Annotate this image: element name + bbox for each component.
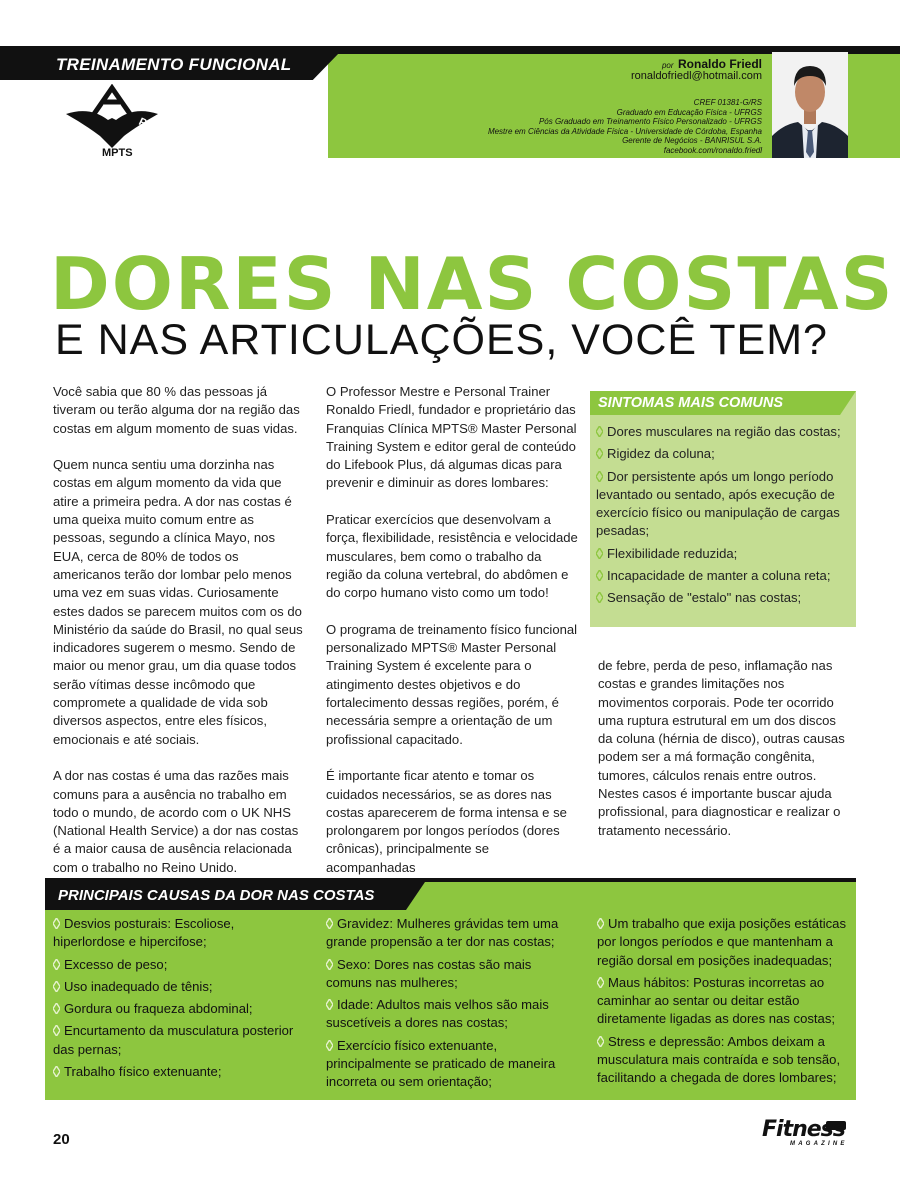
magazine-subtitle: MAGAZINE: [790, 1141, 848, 1147]
list-item: [53, 1000, 308, 1018]
author-info: [631, 58, 762, 82]
list-item: [596, 545, 848, 563]
magazine-logo: Fitness: [762, 1117, 845, 1142]
list-item: [597, 1033, 849, 1088]
list-item-text: Sexo: Dores nas costas são mais comuns nas mulheres;: [326, 956, 532, 990]
list-item: [326, 1037, 576, 1092]
bullet-diamond-icon: [596, 471, 603, 482]
bullet-diamond-icon: [597, 918, 604, 929]
bullet-diamond-icon: [53, 918, 60, 929]
bullet-diamond-icon: [53, 1025, 60, 1036]
svg-text:e: e: [72, 117, 84, 133]
list-item-text: Idade: Adultos mais velhos são mais suscetíveis a dores nas costas;: [326, 997, 549, 1031]
list-item-text: Dor persistente após um longo período levantado ou sentado, após execução de exercício físico ou manipulação de cargas pesadas;: [596, 468, 840, 539]
list-item: [596, 468, 848, 541]
bullet-diamond-icon: [326, 959, 333, 970]
svg-text:MPTS: MPTS: [102, 147, 133, 158]
causes-list-1: [53, 915, 308, 1085]
bullet-diamond-icon: [596, 570, 603, 581]
symptoms-list: [596, 423, 848, 612]
paragraph: Você sabia que 80 % das pessoas já tiveram ou terão alguma dor na região das costas em algum momento de suas vidas.: [53, 384, 300, 436]
list-item: [53, 956, 308, 974]
list-item-text: Sensação de "estalo" nas costas;: [607, 590, 802, 606]
causes-top-rule: [45, 878, 856, 882]
headline: DORES NAS COSTAS: [50, 242, 895, 326]
body-column-2: [326, 383, 578, 895]
list-item-text: Excesso de peso;: [64, 956, 168, 972]
bullet-diamond-icon: [326, 999, 333, 1010]
list-item: [597, 974, 849, 1029]
paragraph: O programa de treinamento físico funcional personalizado MPTS® Master Personal Training System é excelente para o atingimento destes objetivos e do fortalecimento dessas regiões, porém, é necessária sempre a orientação de um profissional capacitado.: [326, 621, 578, 747]
causes-list-3: [597, 915, 849, 1092]
symptoms-title: SINTOMAS MAIS COMUNS: [598, 395, 784, 411]
paragraph: É importante ficar atento e tomar os cuidados necessários, se as dores nas costas aparecerem de forma intensa e se prolongarem por longos períodos (dores crônicas), principalmente se acompanhadas: [326, 768, 567, 875]
list-item-text: Flexibilidade reduzida;: [607, 545, 738, 561]
paragraph: de febre, perda de peso, inflamação nas costas e grandes limitações nos movimentos corporais. Pode ter ocorrido uma ruptura estrutural em um dos discos da coluna (hérnia de disco), outras causas podem ser a má formação congênita, tumores, cálculos renais entre outros. Nestes casos é importante buscar ajuda profissional, para diagnosticar e realizar o tratamento necessário.: [598, 658, 845, 838]
bullet-diamond-icon: [596, 426, 603, 437]
list-item-text: Uso inadequado de tênis;: [64, 978, 213, 994]
list-item: [53, 1022, 308, 1059]
list-item-text: Incapacidade de manter a coluna reta;: [607, 568, 831, 584]
list-item-text: Gordura ou fraqueza abdominal;: [64, 1001, 253, 1017]
list-item-text: Encurtamento da musculatura posterior das pernas;: [53, 1023, 294, 1057]
paragraph: O Professor Mestre e Personal Trainer Ronaldo Friedl, fundador e proprietário das Franquias Clínica MPTS® Master Personal Training System e editor geral de conteúdo do Lifebook Plus, dá algumas dicas para prevenir e diminuir as dores lombares:: [326, 384, 577, 491]
bullet-diamond-icon: [326, 918, 333, 929]
bullet-diamond-icon: [53, 1066, 60, 1077]
paragraph: Praticar exercícios que desenvolvam a força, flexibilidade, resistência e velocidade musculares, bem como o trabalho da região da coluna vertebral, do abdômen e do corpo humano visto como um todo!: [326, 512, 578, 601]
list-item: [53, 978, 308, 996]
author-by: por: [661, 61, 674, 70]
list-item: [326, 956, 576, 993]
author-name: Ronaldo Friedl: [678, 57, 762, 71]
credential-line[interactable]: facebook.com/ronaldo.friedl: [663, 145, 762, 155]
list-item-text: Exercício físico extenuante, principalmente se praticado de maneira incorreta ou sem orientação;: [326, 1037, 556, 1090]
subheadline: E NAS ARTICULAÇÕES, VOCÊ TEM?: [55, 316, 828, 364]
credential-line: Mestre em Ciências da Atividade Física - Universidade de Córdoba, Espanha: [487, 126, 762, 136]
causes-list-2: [326, 915, 576, 1096]
credential-line: CREF 01381-G/RS: [693, 98, 762, 107]
list-item: [326, 996, 576, 1033]
author-email[interactable]: ronaldofriedl@hotmail.com: [630, 70, 762, 82]
list-item-text: Maus hábitos: Posturas incorretas ao caminhar ao sentar ou deitar estão diretamente ligadas as dores nas costas;: [597, 974, 836, 1027]
body-column-3: [598, 657, 850, 858]
bullet-diamond-icon: [53, 981, 60, 992]
bullet-diamond-icon: [53, 1003, 60, 1014]
list-item: [596, 589, 848, 607]
bullet-diamond-icon: [597, 1036, 604, 1047]
mpts-logo: [60, 84, 164, 158]
list-item: [53, 1063, 308, 1081]
list-item-text: Stress e depressão: Ambos deixam a musculatura mais contraída e sob tensão, facilitando a chegada de dores lombares;: [597, 1033, 841, 1086]
bullet-diamond-icon: [596, 548, 603, 559]
list-item-text: Gravidez: Mulheres grávidas tem uma grande propensão a ter dor nas costas;: [326, 916, 559, 950]
list-item-text: Desvios posturais: Escoliose, hiperlordose e hipercifose;: [53, 916, 235, 950]
bullet-diamond-icon: [596, 592, 603, 603]
author-photo: [772, 52, 848, 158]
bullet-diamond-icon: [596, 448, 603, 459]
credential-line: Graduado em Educação Física - UFRGS: [616, 107, 762, 117]
bullet-diamond-icon: [53, 959, 60, 970]
list-item: [596, 567, 848, 585]
list-item: [596, 445, 848, 463]
list-item-text: Rigidez da coluna;: [607, 446, 715, 462]
page-number: 20: [53, 1131, 70, 1148]
list-item: [596, 423, 848, 441]
body-column-1: [53, 383, 305, 895]
credential-line: Pós Graduado em Treinamento Físico Personalizado - UFRGS: [538, 117, 762, 126]
section-label: TREINAMENTO FUNCIONAL: [56, 55, 292, 74]
list-item-text: Um trabalho que exija posições estáticas por longos períodos e que mantenham a região dorsal em posições inadequadas;: [597, 916, 846, 968]
list-item-text: Trabalho físico extenuante;: [64, 1064, 222, 1080]
credential-line: Gerente de Negócios - BANRISUL S.A.: [622, 136, 762, 145]
author-credentials: [488, 98, 762, 155]
list-item: [326, 915, 576, 952]
list-item: [53, 915, 308, 952]
causes-title: PRINCIPAIS CAUSAS DA DOR NAS COSTAS: [58, 887, 375, 904]
list-item: [597, 915, 849, 970]
paragraph: A dor nas costas é uma das razões mais comuns para a ausência no trabalho em todo o mundo, de acordo com o UK NHS (National Health Service) a dor nas costas é a maior causa de ausência relacionada com o trabalho no Reino Unido.: [53, 768, 299, 875]
list-item-text: Dores musculares na região das costas;: [607, 424, 841, 439]
svg-text:P: P: [136, 115, 149, 130]
paragraph: Quem nunca sentiu uma dorzinha nas costas em algum momento da vida que atire a primeira pedra. A dor nas costas é uma queixa muito comum entre as pessoas, segundo a clínica Mayo, nos EUA, cerca de 80% de todos os americanos terão dor lombar pelo menos uma vez em suas vidas. Curiosamente estes dados se parecem muitos com os do Ministério da saúde do Brasil, no qual seus indicadores sugerem o mesmo. Sendo de maior ou menor grau, um dia quase todos serão vítimas desse incômodo que compromete a qualidade de vida sob diversos aspectos, entre eles físicos, emocionais e até sociais.: [53, 457, 303, 747]
bullet-diamond-icon: [326, 1040, 333, 1051]
bullet-diamond-icon: [597, 977, 604, 988]
